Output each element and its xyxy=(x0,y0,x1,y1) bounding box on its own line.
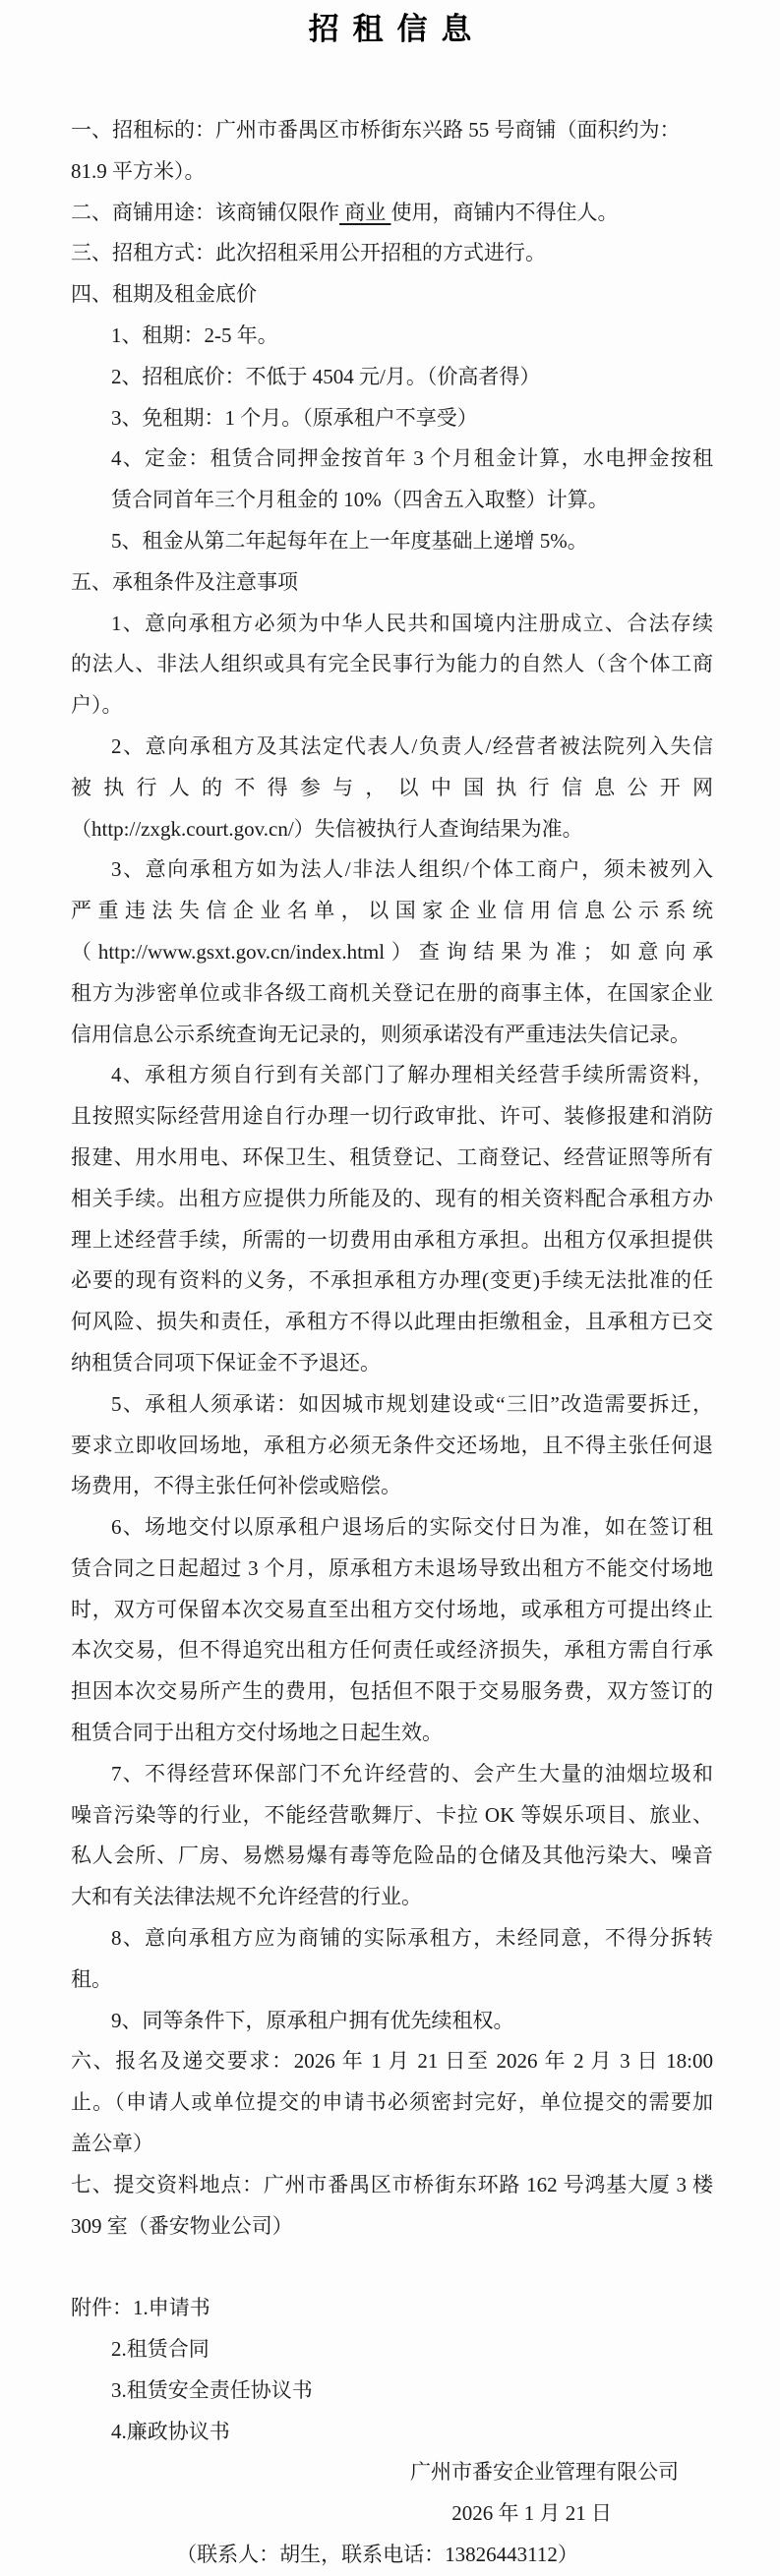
text-line: 8、意向承租方应为商铺的实际承租方，未经同意，不得分拆转 xyxy=(111,1926,713,1951)
text-line: 严重违法失信企业名单，以国家企业信用信息公示系统 xyxy=(71,899,713,923)
text-line: 2、意向承租方及其法定代表人/负责人/经营者被法院列入失信 xyxy=(111,733,713,758)
text-line: 理上述经营手续，所需的一切费用由承租方承担。出租方仅承担提供 xyxy=(71,1227,713,1252)
text-line: 赁合同首年三个月租金的 10%（四舍五入取整）计算。 xyxy=(111,488,609,512)
text-line: 租赁合同于出租方交付场地之日起生效。 xyxy=(71,1721,443,1745)
text-line: 止。（申请人或单位提交的申请书必须密封完好，单位提交的需要加 xyxy=(71,2090,713,2115)
text-line: 噪音污染等的行业，不能经营歌舞厅、卡拉 OK 等娱乐项目、旅业、 xyxy=(71,1802,713,1827)
signature-date: 2026 年 1 月 21 日 xyxy=(451,2501,612,2526)
text-line: 6、场地交付以原承租户退场后的实际交付日为准，如在签订租 xyxy=(111,1515,713,1540)
document-body xyxy=(0,51,780,2576)
text-line: （http://zxgk.court.gov.cn/）失信被执行人查询结果为准。 xyxy=(71,816,583,841)
text-line: 租。 xyxy=(71,1966,112,1991)
text-line: 盖公章） xyxy=(71,2132,153,2156)
text-line: 私人会所、厂房、易燃易爆有毒等危险品的仓储及其他污染大、噪音 xyxy=(71,1844,713,1868)
text-line: 七、提交资料地点：广州市番禺区市桥街东环路 162 号鸿基大厦 3 楼 xyxy=(71,2172,713,2196)
contact-line: （联系人：胡生，联系电话：13826443112） xyxy=(176,2543,578,2567)
usage-underlined-text: 商业 xyxy=(339,200,391,224)
text-line: 必要的现有资料的义务，不承担承租方办理(变更)手续无法批准的任 xyxy=(71,1268,713,1293)
page-title: 招租信息 xyxy=(308,12,486,46)
text-line: 三、招租方式：此次招租采用公开招租的方式进行。 xyxy=(71,241,546,265)
text-line: （http://www.gsxt.gov.cn/index.html）查询结果为准；如意向承 xyxy=(71,939,713,964)
text-line: 户）。 xyxy=(71,693,123,718)
text-line xyxy=(71,193,713,234)
text-line: 5、承租人须承诺：如因城市规划建设或“三旧”改造需要拆迁， xyxy=(111,1391,713,1416)
text-line: 3、免租期：1 个月。（原承租户不享受） xyxy=(111,405,478,430)
company-signature: 广州市番安企业管理有限公司 xyxy=(410,2460,679,2485)
text-line: 一、招租标的：广州市番禺区市桥街东兴路 55 号商铺（面积约为： xyxy=(71,118,681,142)
text-line: 5、租金从第二年起每年在上一年度基础上递增 5%。 xyxy=(111,528,588,553)
attachment-item-1: 附件：1.申请书 xyxy=(71,2296,210,2320)
text-line: 的法人、非法人组织或具有完全民事行为能力的自然人（含个体工商 xyxy=(71,652,713,676)
text-line: 报建、用水用电、环保卫生、租赁登记、工商登记、经营证照等所有 xyxy=(71,1144,713,1169)
text-line: 4、定金：租赁合同押金按首年 3 个月租金计算，水电押金按租 xyxy=(111,446,713,471)
text-line: 四、租期及租金底价 xyxy=(71,282,257,307)
text-line: 81.9 平方米）。 xyxy=(71,158,206,183)
text-segment: 二、商铺用途：该商铺仅限作 xyxy=(71,200,339,224)
text-line: 被执行人的不得参与，以中国执行信息公开网 xyxy=(71,775,713,799)
attachment-item-4: 4.廉政协议书 xyxy=(111,2419,230,2443)
text-line: 大和有关法律法规不允许经营的行业。 xyxy=(71,1885,422,1909)
text-line: 何风险、损失和责任，承租方不得以此理由拒缴租金，且承租方已交 xyxy=(71,1310,713,1334)
text-line: 信用信息公示系统查询无记录的，则须承诺没有严重违法失信记录。 xyxy=(71,1022,690,1046)
text-line: 本次交易，但不得追究出租方任何责任或经济损失，承租方需自行承 xyxy=(71,1638,713,1663)
text-segment: 使用，商铺内不得住人。 xyxy=(390,200,619,224)
text-line: 时，双方可保留本次交易直至出租方交付场地，或承租方可提出终止 xyxy=(71,1597,713,1621)
attachment-item-2: 2.租赁合同 xyxy=(111,2337,210,2362)
text-line: 1、意向承租方必须为中华人民共和国境内注册成立、合法存续 xyxy=(111,611,713,635)
attachment-item-3: 3.租赁安全责任协议书 xyxy=(111,2377,313,2402)
text-line: 4、承租方须自行到有关部门了解办理相关经营手续所需资料， xyxy=(111,1063,713,1087)
text-line: 六、报名及递交要求：2026 年 1 月 21 日至 2026 年 2 月 3 日 18:00 xyxy=(71,2049,713,2074)
text-line: 担因本次交易所产生的费用，包括但不限于交易服务费，双方签订的 xyxy=(71,1679,713,1704)
text-line: 309 室（番安物业公司） xyxy=(71,2213,293,2238)
text-line: 要求立即收回场地，承租方必须无条件交还场地，且不得主张任何退 xyxy=(71,1433,713,1457)
text-line: 赁合同之日起超过 3 个月，原承租方未退场导致出租方不能交付场地 xyxy=(71,1555,713,1580)
text-line: 9、同等条件下，原承租户拥有优先续租权。 xyxy=(111,2008,514,2032)
text-line: 租方为涉密单位或非各级工商机关登记在册的商事主体，在国家企业 xyxy=(71,980,713,1005)
text-line: 场费用，不得主张任何补偿或赔偿。 xyxy=(71,1474,401,1498)
text-line: 7、不得经营环保部门不允许经营的、会产生大量的油烟垃圾和 xyxy=(111,1761,713,1786)
blank-line xyxy=(71,2247,713,2288)
text-line: 五、承租条件及注意事项 xyxy=(71,569,298,594)
text-line: 2、招租底价：不低于 4504 元/月。（价高者得） xyxy=(111,364,541,388)
text-line: 纳租赁合同项下保证金不予退还。 xyxy=(71,1350,381,1375)
text-line: 且按照实际经营用途自行办理一切行政审批、许可、装修报建和消防 xyxy=(71,1104,713,1129)
text-line: 3、意向承租方如为法人/非法人组织/个体工商户，须未被列入 xyxy=(111,857,713,882)
text-line: 相关手续。出租方应提供力所能及的、现有的相关资料配合承租方办 xyxy=(71,1186,713,1210)
text-line: 1、租期：2-5 年。 xyxy=(111,322,278,347)
